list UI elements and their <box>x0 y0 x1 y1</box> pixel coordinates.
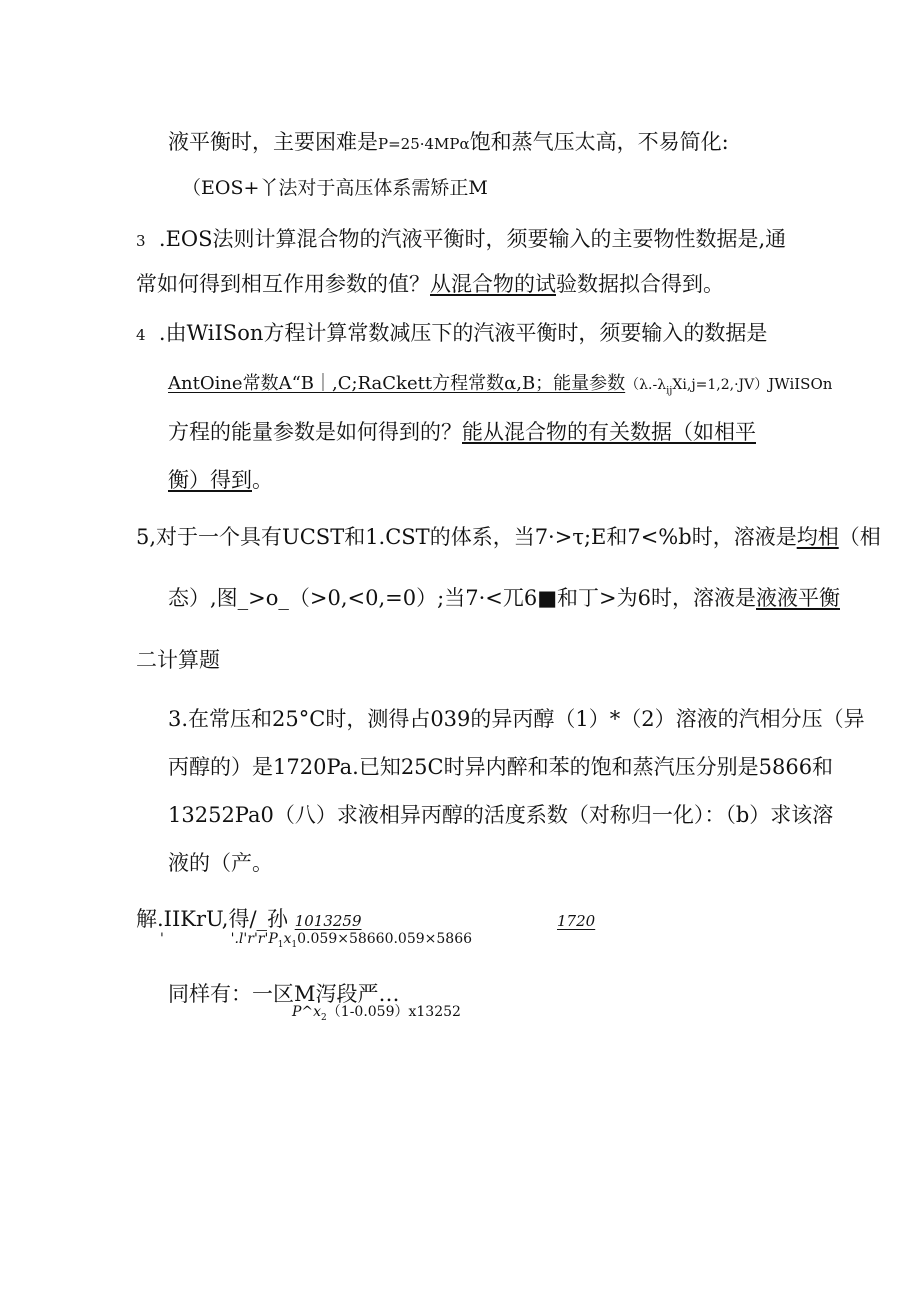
solution-formula-2: $P\^{}x_2(1-0.059)x13252$ <box>292 1004 461 1023</box>
question-4-cont: 方程的能量参数是如何得到的？能从混合物的有关数据（如相平 <box>168 420 756 444</box>
question-4: 4 .由WiISon方程计算常数减压下的汽液平衡时，须要输入的数据是 <box>136 321 768 345</box>
problem-3-line-2: 丙醇的）是1720Pa.已知25C时异内醉和苯的饱和蒸汽压分别是5866和 <box>168 755 834 779</box>
solution-formula-1: ' '$.l'r'r'P_1x_10.059\times 58660.059\times 5866$ <box>160 931 473 950</box>
question-5: 5,对于一个具有UCST和1.CST的体系，当7·>τ;E和7<%b时，溶液是均相（相 <box>136 525 881 549</box>
question-3: 3 .EOS法则计算混合物的汽液平衡时，须要输入的主要物性数据是,通 <box>136 227 787 251</box>
problem-3-line-4: 液的（产。 <box>168 851 273 875</box>
solution-value: 1720 <box>557 912 596 930</box>
text-line-1: 液平衡时，主要困难是P=25·4MPα饱和蒸气压太高，不易简化: <box>168 130 729 154</box>
question-5-cont: 态）,图_>o_（>0,<0,=0）;当7·<兀6■和丁>为6时，溶液是液液平衡 <box>168 586 840 610</box>
question-3-cont: 常如何得到相互作用参数的值？从混合物的试验数据拟合得到。 <box>136 272 724 296</box>
solution-line-1: 解.IIKrU,得/_孙 1013259 <box>136 907 362 931</box>
problem-3-line-3: 13252Pa0（八）求液相异丙醇的活度系数（对称归一化）：（b）求该溶 <box>168 803 834 827</box>
text-line-2: （EOS+丫法对于高压体系需矫正M <box>182 177 488 199</box>
section-heading-calc: 二计算题 <box>136 648 220 672</box>
question-4-end: 衡）得到。 <box>168 468 273 492</box>
problem-3: 3.在常压和25°C时，测得占039的异丙醇（1）*（2）溶液的汽相分压（异 <box>168 707 865 731</box>
solution-line-2: 同样有：一区M泻段严… <box>168 982 400 1006</box>
question-4-data: AntOine常数A“B｜,C;RaCkett方程常数α,B；能量参数$(\lambda.-\lambda_{ij}Xi,j=1,2,\cdot JV)JWiISOn$ <box>168 373 833 397</box>
